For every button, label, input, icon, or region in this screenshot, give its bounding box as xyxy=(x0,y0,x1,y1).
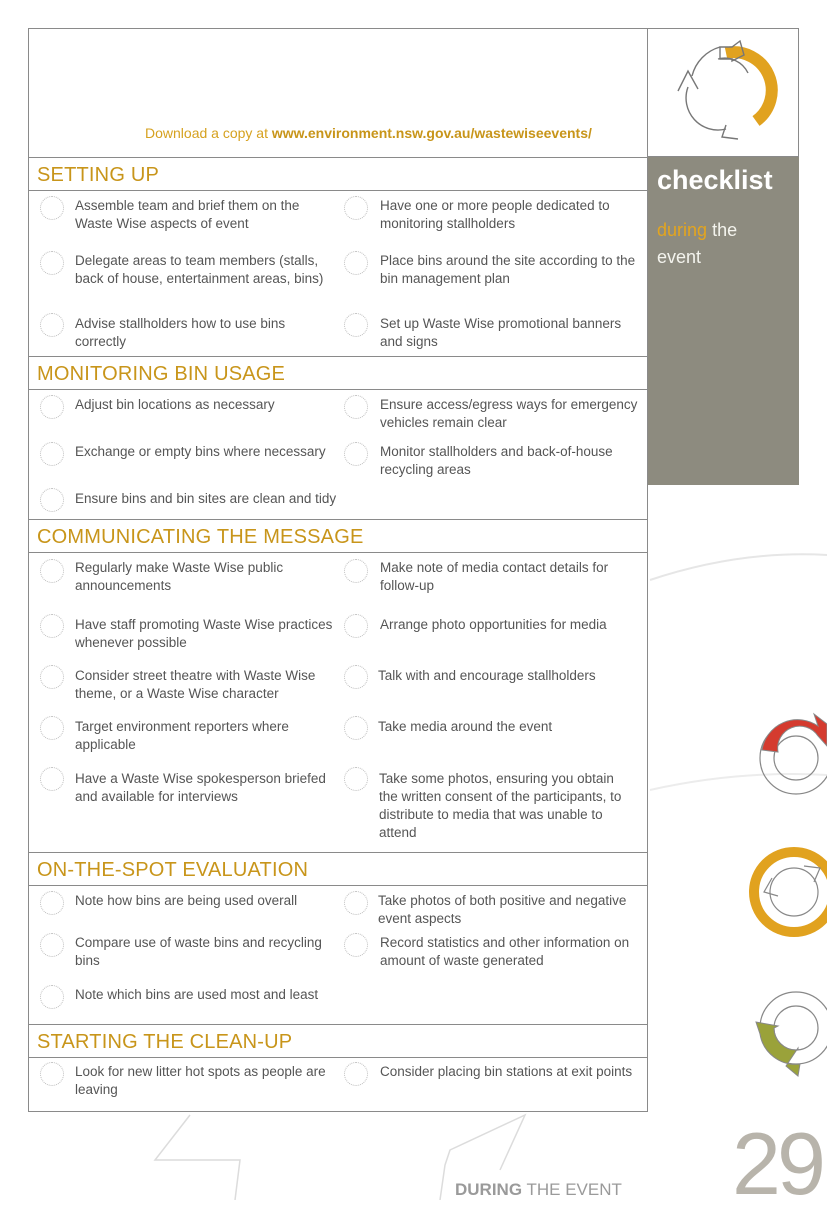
checklist-item: Set up Waste Wise promotional banners and signs xyxy=(380,316,622,349)
side-accent: during xyxy=(657,220,708,240)
checkbox-circle-icon[interactable] xyxy=(40,665,64,689)
checkbox-circle-icon[interactable] xyxy=(344,665,368,689)
checkbox-circle-icon[interactable] xyxy=(40,1062,64,1086)
recycle-orange-icon xyxy=(744,838,827,948)
download-link[interactable]: www.environment.nsw.gov.au/wastewiseevents/ xyxy=(271,125,592,141)
checklist-item: Adjust bin locations as necessary xyxy=(75,397,275,412)
recycle-red-icon xyxy=(748,708,827,808)
download-line xyxy=(145,125,592,141)
checklist-item: Exchange or empty bins where necessary xyxy=(75,444,326,459)
checkbox-circle-icon[interactable] xyxy=(344,442,368,466)
checkbox-circle-icon[interactable] xyxy=(40,488,64,512)
checklist-item: Compare use of waste bins and recycling bins xyxy=(75,935,322,968)
checklist-item: Consider placing bin stations at exit points xyxy=(380,1064,633,1079)
checkbox-circle-icon[interactable] xyxy=(344,614,368,638)
checklist-item: Advise stallholders how to use bins correctly xyxy=(75,316,286,349)
checklist-item: Take media around the event xyxy=(378,719,553,734)
checklist-item: Record statistics and other information on amount of waste generated xyxy=(380,935,630,968)
checkbox-circle-icon[interactable] xyxy=(344,196,368,220)
checkbox-circle-icon[interactable] xyxy=(344,891,368,915)
side-rest: the xyxy=(712,220,738,240)
checklist-item: Place bins around the site according to the bin management plan xyxy=(380,253,636,286)
checklist-item: Target environment reporters where applicable xyxy=(75,719,289,752)
checkbox-circle-icon[interactable] xyxy=(40,251,64,275)
checklist-item: Look for new litter hot spots as people are leaving xyxy=(75,1064,326,1097)
checklist-item: Ensure access/egress ways for emergency vehicles remain clear xyxy=(380,397,638,430)
checkbox-circle-icon[interactable] xyxy=(40,985,64,1009)
checklist-item: Take some photos, ensuring you obtain the written consent of the participants, to distribute to media that was unable to attend xyxy=(379,771,622,840)
checkbox-circle-icon[interactable] xyxy=(40,395,64,419)
checklist-item: Make note of media contact details for follow-up xyxy=(380,560,609,593)
side-line2: event xyxy=(657,247,702,267)
download-prefix: Download a copy at xyxy=(145,125,268,141)
checklist-item: Have a Waste Wise spokesperson briefed and available for interviews xyxy=(75,771,326,804)
checkbox-circle-icon[interactable] xyxy=(40,313,64,337)
checkbox-circle-icon[interactable] xyxy=(40,767,64,791)
checklist-item: Consider street theatre with Waste Wise theme, or a Waste Wise character xyxy=(75,668,316,701)
checklist-item: Arrange photo opportunities for media xyxy=(380,617,607,632)
side-title: checklist xyxy=(657,165,773,195)
checklist-item: Have one or more people dedicated to monitoring stallholders xyxy=(380,198,610,231)
checkbox-circle-icon[interactable] xyxy=(40,442,64,466)
checkbox-circle-icon[interactable] xyxy=(344,767,368,791)
checkbox-circle-icon[interactable] xyxy=(344,933,368,957)
checklist-item: Note which bins are used most and least xyxy=(75,987,319,1002)
section-heading-setting-up: SETTING UP xyxy=(29,157,648,191)
logo-box xyxy=(648,28,799,157)
checkbox-circle-icon[interactable] xyxy=(40,614,64,638)
section-heading-evaluation: ON-THE-SPOT EVALUATION xyxy=(29,852,648,886)
checklist-item: Monitor stallholders and back-of-house recycling areas xyxy=(380,444,613,477)
section-heading-cleanup: STARTING THE CLEAN-UP xyxy=(29,1024,648,1058)
checkbox-circle-icon[interactable] xyxy=(40,933,64,957)
checklist-item: Take photos of both positive and negative event aspects xyxy=(378,893,627,926)
footer-bold: DURING xyxy=(455,1180,523,1199)
checklist-item: Delegate areas to team members (stalls, back of house, entertainment areas, bins) xyxy=(75,253,324,286)
checkbox-circle-icon[interactable] xyxy=(344,559,368,583)
checkbox-circle-icon[interactable] xyxy=(40,891,64,915)
checklist-item: Note how bins are being used overall xyxy=(75,893,298,908)
footer-rest: THE EVENT xyxy=(526,1180,622,1199)
recycle-logo-icon xyxy=(648,29,799,158)
checkbox-circle-icon[interactable] xyxy=(40,196,64,220)
recycle-olive-icon xyxy=(748,978,827,1078)
checkbox-circle-icon[interactable] xyxy=(40,559,64,583)
checkbox-circle-icon[interactable] xyxy=(344,716,368,740)
checkbox-circle-icon[interactable] xyxy=(344,395,368,419)
checklist-item: Talk with and encourage stallholders xyxy=(378,668,596,683)
page-number: 29 xyxy=(732,1114,822,1213)
checkbox-circle-icon[interactable] xyxy=(344,1062,368,1086)
checklist-item: Regularly make Waste Wise public announcements xyxy=(75,560,284,593)
checklist-item: Ensure bins and bin sites are clean and tidy xyxy=(75,491,337,506)
checkbox-circle-icon[interactable] xyxy=(344,251,368,275)
footer-label xyxy=(455,1180,622,1200)
section-heading-communicating: COMMUNICATING THE MESSAGE xyxy=(29,519,648,553)
checklist-item: Have staff promoting Waste Wise practices whenever possible xyxy=(75,617,333,650)
section-heading-monitoring: MONITORING BIN USAGE xyxy=(29,356,648,390)
side-panel xyxy=(648,157,799,485)
checkbox-circle-icon[interactable] xyxy=(344,313,368,337)
side-subtitle xyxy=(657,217,737,271)
checkbox-circle-icon[interactable] xyxy=(40,716,64,740)
checklist-item: Assemble team and brief them on the Waste Wise aspects of event xyxy=(75,198,300,231)
